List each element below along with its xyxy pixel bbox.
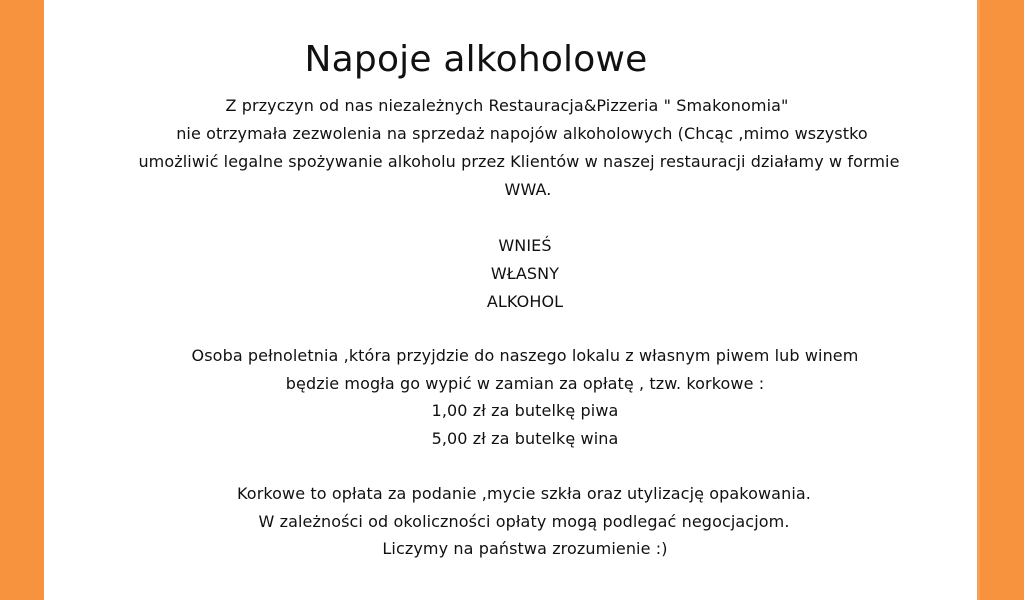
beer-price-line xyxy=(44,399,980,423)
page-title-text: Napoje alkoholowe xyxy=(304,39,648,80)
intro-line-1-text: Z przyczyn od nas niezależnych Restauracja&Pizzeria " Smakonomia" xyxy=(225,96,789,115)
slogan-line-2 xyxy=(44,262,980,286)
closing-line-3-text: Liczymy na państwa zrozumienie :) xyxy=(382,539,668,558)
closing-line-1 xyxy=(44,482,980,506)
beer-price-text: 1,00 zł za butelkę piwa xyxy=(431,401,619,420)
page-title xyxy=(44,38,980,82)
intro-line-2-text: nie otrzymała zezwolenia na sprzedaż napojów alkoholowych (Chcąc ,mimo wszystko xyxy=(176,124,868,143)
intro-line-2 xyxy=(44,122,980,146)
intro-line-1 xyxy=(44,94,980,118)
slogan-line-1 xyxy=(44,234,980,258)
closing-line-2-text: W zależności od okoliczności opłaty mogą podlegać negocjacjom. xyxy=(258,512,790,531)
wine-price-text: 5,00 zł za butelkę wina xyxy=(431,429,619,448)
intro-line-4-text: WWA. xyxy=(504,180,552,199)
intro-line-4 xyxy=(44,178,980,202)
closing-line-2 xyxy=(44,510,980,534)
notice-page xyxy=(44,0,980,600)
slogan-line-3 xyxy=(44,290,980,314)
wine-price-line xyxy=(44,427,980,451)
corkage-line-2 xyxy=(44,372,980,396)
corkage-line-1 xyxy=(44,344,980,368)
slogan-line-1-text: WNIEŚ xyxy=(498,236,552,255)
slogan-line-3-text: ALKOHOL xyxy=(486,292,564,311)
intro-line-3 xyxy=(44,150,980,174)
intro-line-3-text: umożliwić legalne spożywanie alkoholu przez Klientów w naszej restauracji działamy w formie xyxy=(138,152,900,171)
corkage-line-1-text: Osoba pełnoletnia ,która przyjdzie do naszego lokalu z własnym piwem lub winem xyxy=(191,346,859,365)
closing-line-1-text: Korkowe to opłata za podanie ,mycie szkła oraz utylizację opakowania. xyxy=(237,484,811,503)
slogan-line-2-text: WŁASNY xyxy=(490,264,560,283)
closing-line-3 xyxy=(44,537,980,561)
corkage-line-2-text: będzie mogła go wypić w zamian za opłatę , tzw. korkowe : xyxy=(285,374,765,393)
